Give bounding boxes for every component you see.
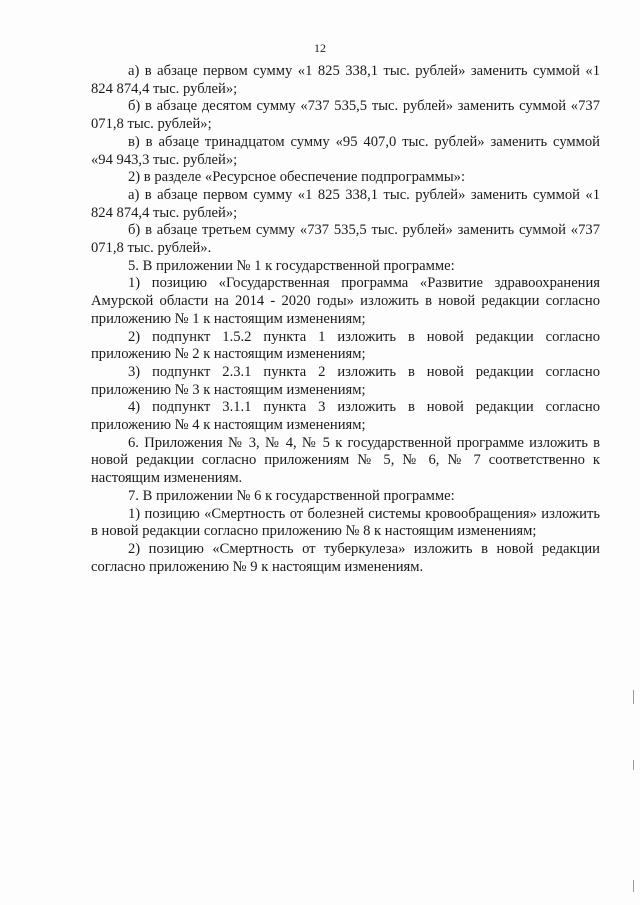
paragraph: 1) позицию «Государственная программа «Развитие здравоохранения Амурской области на 2014 - 2020 годы» изложить в новой редакции согласно приложению № 1 к настоящим изменениям; [91,275,600,327]
document-body [91,63,600,576]
paragraph: 1) позицию «Смертность от болезней системы кровообращения» изложить в новой редакции согласно приложению № 8 к настоящим изменениям; [91,505,600,540]
scan-edge-mark [633,690,634,704]
paragraph: а) в абзаце первом сумму «1 825 338,1 тыс. рублей» заменить суммой «1 824 874,4 тыс. рублей»; [91,63,600,97]
paragraph: а) в абзаце первом сумму «1 825 338,1 тыс. рублей» заменить суммой «1 824 874,4 тыс. рублей»; [91,186,600,221]
paragraph: 2) подпункт 1.5.2 пункта 1 изложить в новой редакции согласно приложению № 2 к настоящим изменениям; [91,328,600,363]
paragraph: 2) позицию «Смертность от туберкулеза» изложить в новой редакции согласно приложению № 9 к настоящим изменениям. [91,540,600,575]
page-number: 12 [314,41,326,55]
scan-edge-mark [633,760,634,770]
paragraph: 4) подпункт 3.1.1 пункта 3 изложить в новой редакции согласно приложению № 4 к настоящим изменениям; [91,399,600,434]
paragraph: 5. В приложении № 1 к государственной программе: [128,257,455,274]
paragraph: 6. Приложения № 3, № 4, № 5 к государственной программе изложить в новой редакции согласно приложениям № 5, № 6, № 7 соответственно к настоящим изменениям. [91,434,600,487]
paragraph: 7. В приложении № 6 к государственной программе: [128,487,455,504]
paragraph: б) в абзаце третьем сумму «737 535,5 тыс. рублей» заменить суммой «737 071,8 тыс. рублей». [91,222,600,257]
paragraph: б) в абзаце десятом сумму «737 535,5 тыс. рублей» заменить суммой «737 071,8 тыс. рублей»; [91,98,600,133]
paragraph: в) в абзаце тринадцатом сумму «95 407,0 тыс. рублей» заменить суммой «94 943,3 тыс. рублей»; [91,133,600,168]
paragraph: 2) в разделе «Ресурсное обеспечение подпрограммы»: [128,169,465,186]
paragraph: 3) подпункт 2.3.1 пункта 2 изложить в новой редакции согласно приложению № 3 к настоящим изменениям; [91,363,600,398]
scan-edge-mark [633,880,634,892]
